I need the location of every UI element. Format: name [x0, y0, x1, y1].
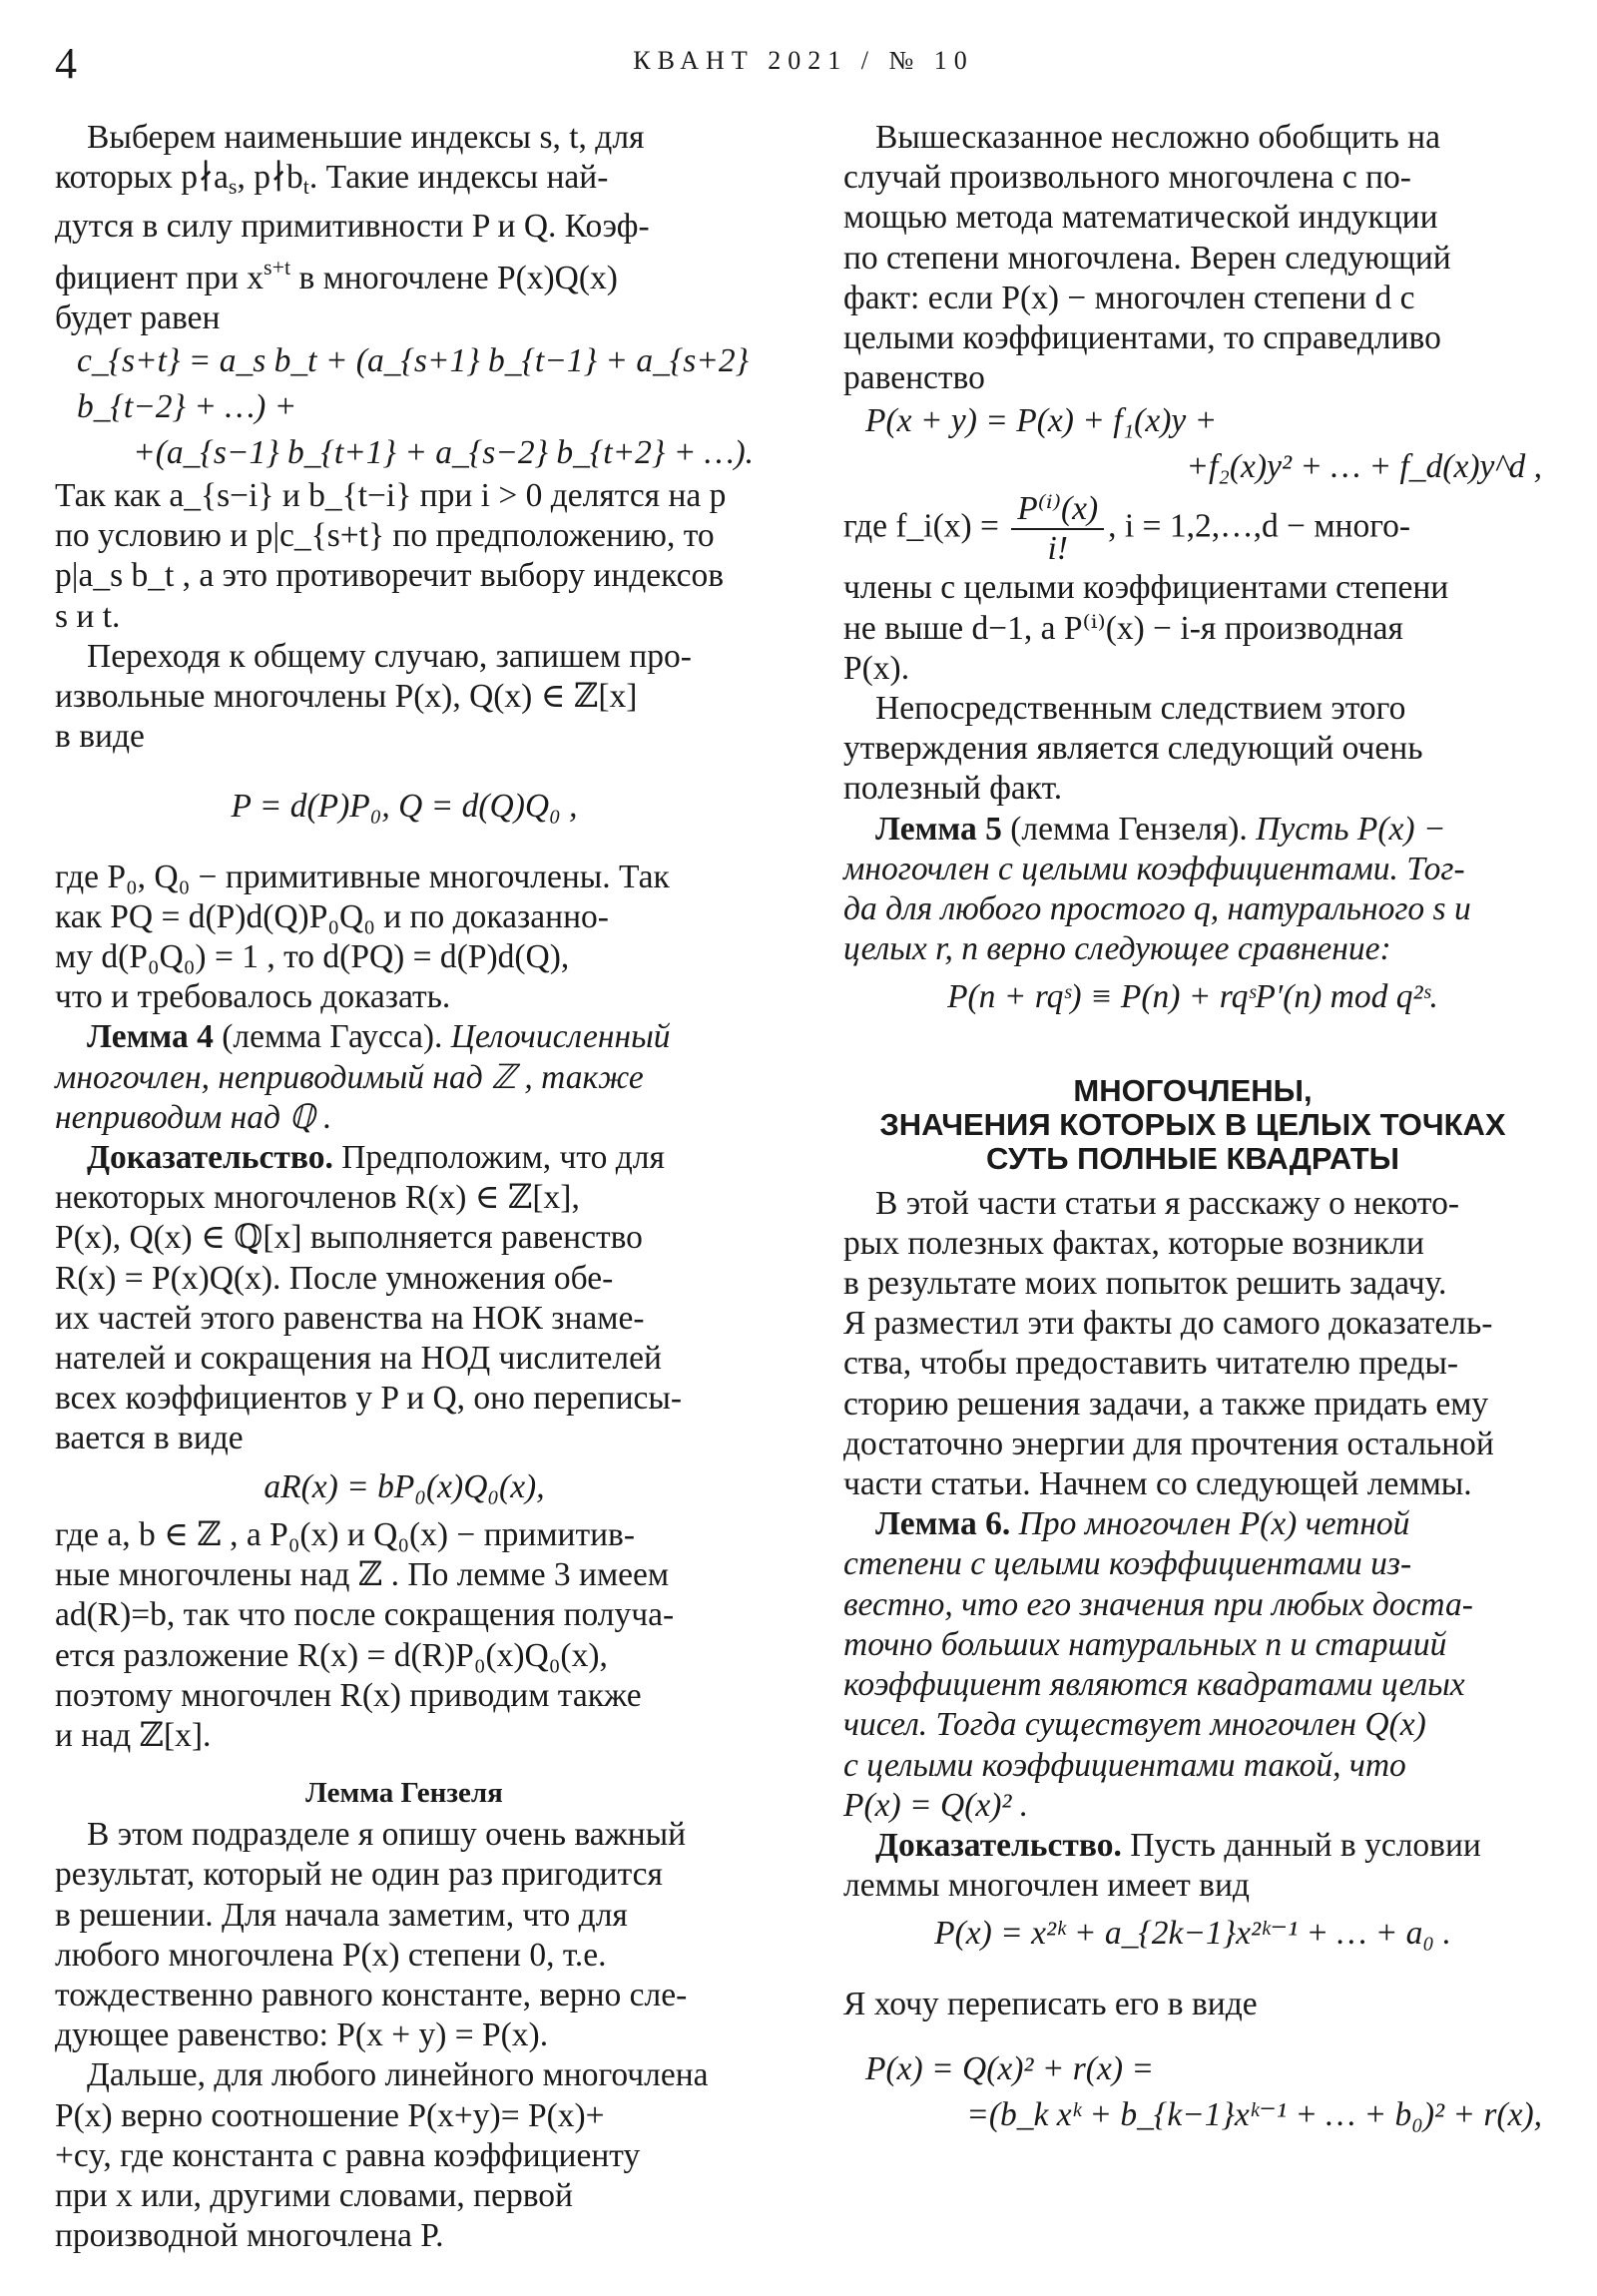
spacer	[843, 1026, 1542, 1074]
spacer	[843, 2024, 1542, 2046]
proof-6-label: Доказательство.	[875, 1826, 1122, 1864]
proof-label: Доказательство.	[87, 1139, 333, 1177]
paragraph-linear-polynomial: Дальше, для любого линейного многочлена P(x) верно соотношение P(x+y)= P(x)+ +cy, где константа c равна коэффициенту при x или, другими словами, первой производной многочлена P.	[55, 2056, 709, 2255]
subsection-title-hensel: Лемма Гензеля	[305, 1777, 503, 1810]
paragraph-corollary: Непосредственным следствием этого утверждения является следующий очень полезный факт.	[843, 690, 1423, 808]
formula-scaled-equality: aR(x) = bP₀(x)Q₀(x),	[264, 1467, 545, 1505]
formula-polynomial-form: P(x) = x²ᵏ + a_{2k−1}x²ᵏ⁻¹ + … + a₀ .	[934, 1915, 1451, 1953]
paragraph-general-case: Переходя к общему случаю, запишем про- извольные многочлены P(x), Q(x) ∈ ℤ[x] в виде	[55, 637, 692, 756]
paragraph-generalization: Вышесказанное несложно обобщить на случай произвольного многочлена с по- мощью метода математической индукции по степени многочлена. Верен следующий факт: если P(x) − многочлен степени d с целыми коэффициентами, то справедливо равенство	[843, 119, 1451, 397]
formula-hensel-congruence: P(n + rqˢ) ≡ P(n) + rqˢP′(n) mod q²ˢ.	[947, 978, 1438, 1016]
formula-square-line-1: P(x) = Q(x)² + r(x) =	[865, 2049, 1154, 2087]
formula-taylor-line-2: +f₂(x)y² + … + f_d(x)y^d ,	[1186, 448, 1542, 486]
spacer	[55, 836, 754, 858]
paragraph-rewrite: Я хочу переписать его в виде	[843, 1985, 1258, 2022]
formula-coefficient-line-2: +(a_{s−1} b_{t+1} + a_{s−2} b_{t+2} + …).	[133, 434, 754, 472]
paragraph-contradiction: Так как a_{s−i} и b_{t−i} при i > 0 делятся на p по условию и p|c_{s+t} по предположению, то p|a_s b_t , а это противоречит выбору индексов s и t.	[55, 477, 727, 635]
proof-lemma-6: Доказательство. Пусть данный в условии леммы многочлен имеет вид	[843, 1826, 1481, 1905]
lemma-5: Лемма 5 (лемма Гензеля). Пусть P(x) − многочлен с целыми коэффициентами. Тог- да для любого простого q, натурального s и целых r, n верно следующее сравнение:	[843, 810, 1471, 968]
proof-lemma-4: Доказательство. Предположим, что для некоторых многочленов R(x) ∈ ℤ[x], P(x), Q(x) ∈ ℚ[x] выполняется равенство R(x) = P(x)Q(x). После умножения обе- их частей этого равенства на НОК знаме- нателей и сокращения на НОД числителей всех коэффициентов у P и Q, оно переписы- вается в виде	[55, 1139, 683, 1457]
running-head: КВАНТ 2021 / № 10	[633, 46, 974, 75]
page-number: 4	[55, 39, 77, 88]
spacer	[843, 1963, 1542, 1985]
paragraph-primitive: где P₀, Q₀ − примитивные многочлены. Так как PQ = d(P)d(Q)P₀Q₀ и по доказанно- му d(P₀Q₀) = 1 , то d(PQ) = d(P)d(Q), что и требовалось доказать.	[55, 858, 670, 1016]
right-column	[843, 118, 1542, 2138]
lemma-6-label: Лемма 6.	[875, 1505, 1011, 1543]
paragraph-minimal-indices: Выберем наименьшие индексы s, t, для которых $p∤a_s$, $p∤b_t$. Такие индексы най- дутся в силу примитивности P и Q. Коэф- фициент при $x^{s+t}$ в многочлене P(x)Q(x) будет равен	[55, 119, 650, 336]
spacer	[55, 757, 754, 779]
lemma-5-label: Лемма 5	[875, 810, 1002, 848]
paragraph-taylor-coefficients: где f_i(x) = $\frac{\text{P⁽ⁱ⁾(x)}}{i!}$ , i = 1,2,…,d − много- члены с целыми коэффициентами степени не выше d−1, а P⁽ⁱ⁾(x) − i-я производная P(x).	[843, 490, 1449, 687]
paragraph-hensel-intro: В этом подразделе я опишу очень важный результат, который не один раз пригодится в решении. Для начала заметим, что для любого многочлена P(x) степени 0, т.е. тождественно равного константе, верно сле- дующее равенство: P(x + y) = P(x).	[55, 1816, 688, 2054]
paragraph-section-intro: В этой части статьи я расскажу о некото- рых полезных фактах, которые возникли в результате моих попыток решить задачу. Я разместил эти факты до самого доказатель- ства, чтобы предоставить читателю преды- сторию решения задачи, а также придать ему достаточно энергии для прочтения остальной части статьи. Начнем со следующей леммы.	[843, 1184, 1494, 1503]
left-column	[55, 118, 754, 2256]
formula-square-line-2: =(b_k xᵏ + b_{k−1}xᵏ⁻¹ + … + b₀)² + r(x),	[966, 2095, 1542, 2133]
paragraph-factorization: где a, b ∈ ℤ , а P₀(x) и Q₀(x) − примитив- ные многочлены над ℤ . По лемме 3 имеем ad(R)=b, так что после сокращения получа- ется разложение R(x) = d(R)P₀(x)Q₀(x), поэтому многочлен R(x) приводим также и над ℤ[x].	[55, 1515, 675, 1754]
formula-coefficient-line-1: c_{s+t} = a_s b_t + (a_{s+1} b_{t−1} + a_{s+2} b_{t−2} + …) +	[77, 342, 750, 426]
formula-taylor-line-1: P(x + y) = P(x) + f₁(x)y +	[865, 402, 1218, 440]
lemma-4-label: Лемма 4	[87, 1018, 214, 1056]
fraction-derivative: $\frac{\text{P⁽ⁱ⁾(x)}}{i!}$	[1011, 490, 1104, 568]
lemma-4: Лемма 4 (лемма Гаусса). Целочисленный многочлен, неприводимый над ℤ , также неприводим над ℚ .	[55, 1018, 671, 1136]
lemma-6: Лемма 6. Про многочлен P(x) четной степени с целыми коэффициентами из- вестно, что его значения при любых доста- точно больших натуральных n и старший коэффициент являются квадратами целых чисел. Тогда существует многочлен Q(x) с целыми коэффициентами такой, что P(x) = Q(x)² .	[843, 1505, 1473, 1824]
formula-content-decomposition: P = d(P)P₀, Q = d(Q)Q₀ ,	[231, 788, 578, 826]
section-heading: МНОГОЧЛЕНЫ, ЗНАЧЕНИЯ КОТОРЫХ В ЦЕЛЫХ ТОЧКАХ СУТЬ ПОЛНЫЕ КВАДРАТЫ	[879, 1072, 1506, 1176]
page-header	[55, 30, 1552, 100]
